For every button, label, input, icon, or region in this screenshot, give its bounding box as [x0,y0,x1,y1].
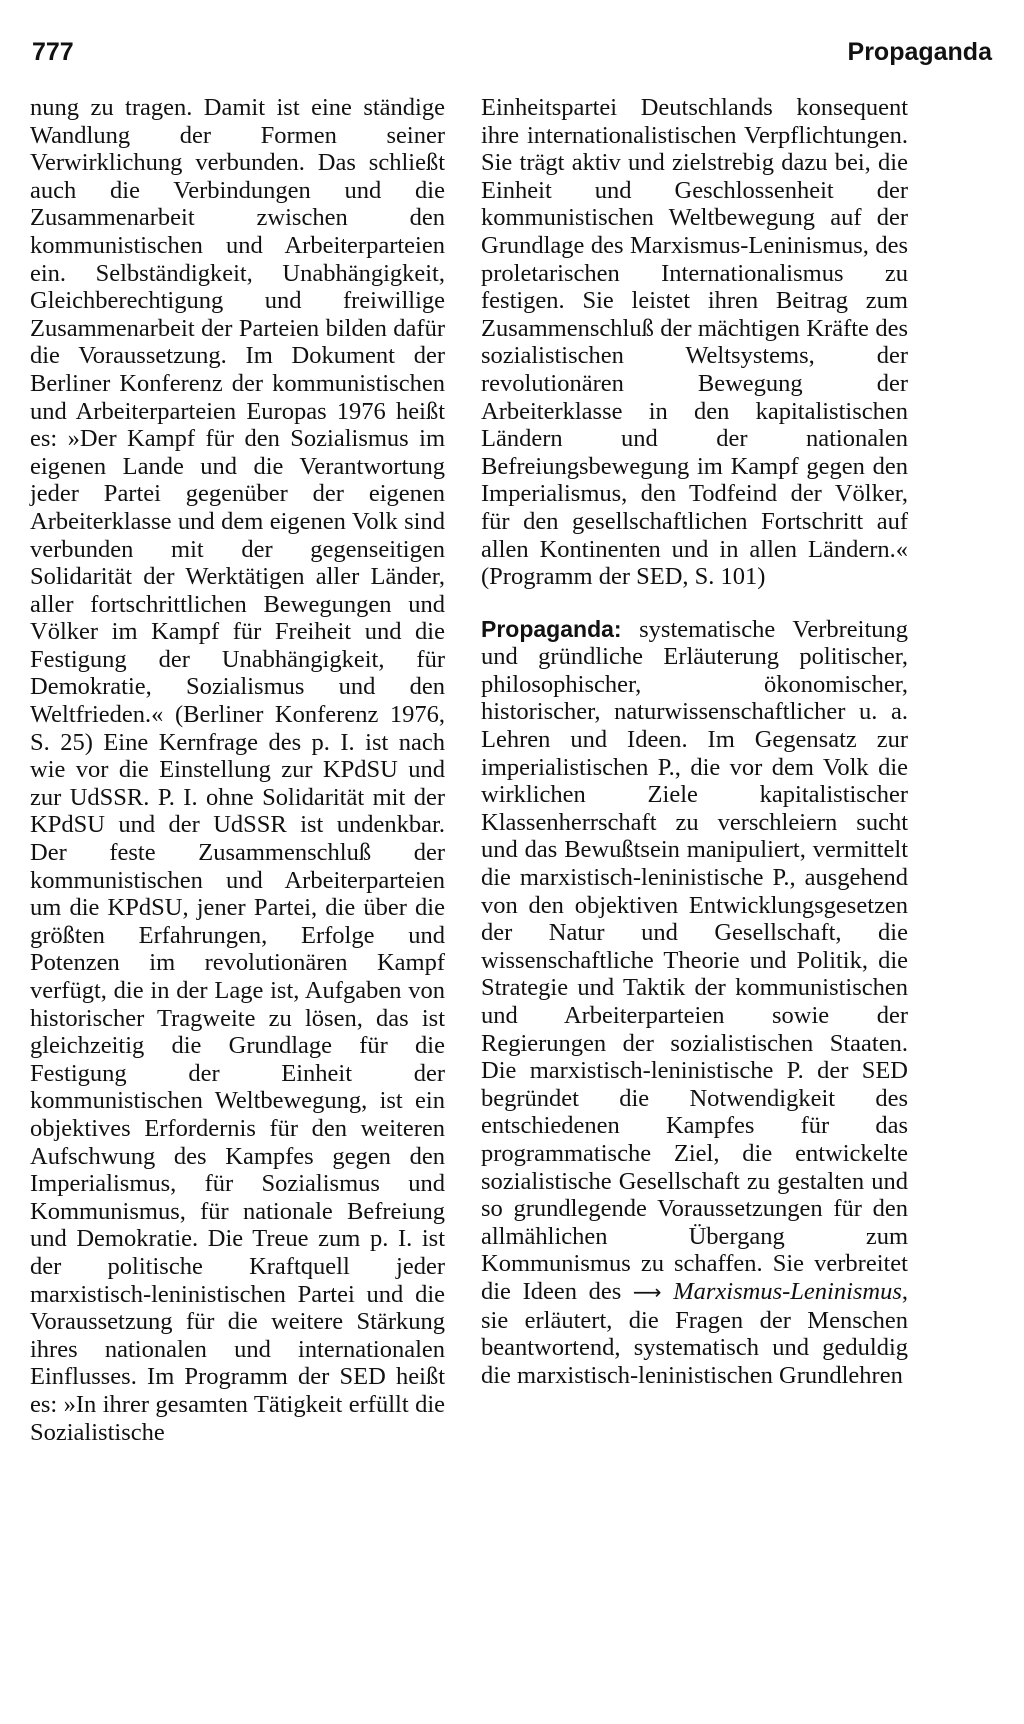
entry-body-part-1: systematische Verbreitung und gründliche Erläuterung politischer, philosophischer, ökonomischer, historischer, naturwissenschaftlicher u. a. Lehren und Ideen. Im Gegensatz zur imperialistischen P., die vor dem Volk die wirklichen Ziele kapitalistischer Klassenherrschaft zu verschleiern sucht und das Bewußtsein manipuliert, vermittelt die marxistisch-leninistische P., ausgehend von den objektiven Entwicklungsgesetzen der Natur und Gesellschaft, die wissenschaftliche Theorie und Politik, die Strategie und Taktik der kommunistischen und Arbeiterparteien sowie der Regierungen der sozialistischen Staaten. Die marxistisch-leninistische P. der SED begründet die Notwendigkeit des entschiedenen Kampfes für das programmatische Ziel, die entwickelte sozialistische Gesellschaft zu gestalten und so grundlegende Voraussetzungen für den allmählichen Übergang zum Kommunismus zu schaffen. Sie verbreitet die Ideen des [481,615,908,1305]
cross-reference-arrow-icon: ⟶ [632,1279,662,1304]
right-column [481,94,908,1389]
cross-reference-term: Marxismus-Leninismus [673,1277,902,1305]
entry-headword: Propaganda: [481,615,622,642]
left-column [30,94,445,1446]
page-header [32,38,992,78]
left-column-text: nung zu tragen. Damit ist eine ständige Wandlung der Formen seiner Verwirklichung verbunden. Das schließt auch die Verbindungen und die Zusammenarbeit zwischen den kommunistischen und Arbeiterparteien ein. Selbständigkeit, Unabhängigkeit, Gleichberechtigung und freiwillige Zusammenarbeit der Parteien bilden dafür die Voraussetzung. Im Dokument der Berliner Konferenz der kommunistischen und Arbeiterparteien Europas 1976 heißt es: »Der Kampf für den Sozialismus im eigenen Lande und die Verantwortung jeder Partei gegenüber der eigenen Arbeiterklasse und dem eigenen Volk sind verbunden mit der gegenseitigen Solidarität der Werktätigen aller Länder, aller fortschrittlichen Bewegungen und Völker im Kampf für Freiheit und die Festigung der Unabhängigkeit, für Demokratie, Sozialismus und den Weltfrieden.« (Berliner Konferenz 1976, S. 25) Eine Kernfrage des p. I. ist nach wie vor die Einstellung zur KPdSU und zur UdSSR. P. I. ohne Solidarität mit der KPdSU und der UdSSR ist undenkbar. Der feste Zusammenschluß der kommunistischen und Arbeiterparteien um die KPdSU, jener Partei, die über die größten Erfahrungen, Erfolge und Potenzen im revolutionären Kampf verfügt, die in der Lage ist, Aufgaben von historischer Tragweite zu lösen, das ist gleichzeitig die Grundlage für die Festigung der Einheit der kommunistischen Weltbewegung, ist ein objektives Erfordernis für den weiteren Aufschwung des Kampfes gegen den Imperialismus, für Sozialismus und Kommunismus, für nationale Befreiung und Demokratie. Die Treue zum p. I. ist der politische Kraftquell jeder marxistisch-leninistischen Partei und die Voraussetzung für die weitere Stärkung ihres nationalen und internationalen Einflusses. Im Programm der SED heißt es: »In ihrer gesamten Tätigkeit erfüllt die Sozialistische [30,94,445,1446]
running-head: Propaganda [847,38,992,66]
dictionary-entry-propaganda [481,616,908,1390]
continuation-text: Einheitspartei Deutschlands konsequent ihre internationalistischen Verpflichtungen. Sie trägt aktiv und zielstrebig dazu bei, die Einheit und Geschlossenheit der kommunistischen Weltbewegung auf der Grundlage des Marxismus-Leninismus, des proletarischen Internationalismus zu festigen. Sie leistet ihren Beitrag zum Zusammenschluß der mächtigen Kräfte des sozialistischen Weltsystems, der revolutionären Bewegung der Arbeiterklasse in den kapitalistischen Ländern und der nationalen Befreiungsbewegung im Kampf gegen den Imperialismus, den Todfeind der Völker, für den gesellschaftlichen Fortschritt auf allen Kontinenten und in allen Ländern.« (Programm der SED, S. 101) [481,94,908,591]
page-number: 777 [32,38,74,66]
entry-body-part-2: , sie erläutert, die Fragen der Menschen beantwortend, systematisch und geduldig die marxistisch-leninistischen Grundlehren [481,1277,909,1389]
